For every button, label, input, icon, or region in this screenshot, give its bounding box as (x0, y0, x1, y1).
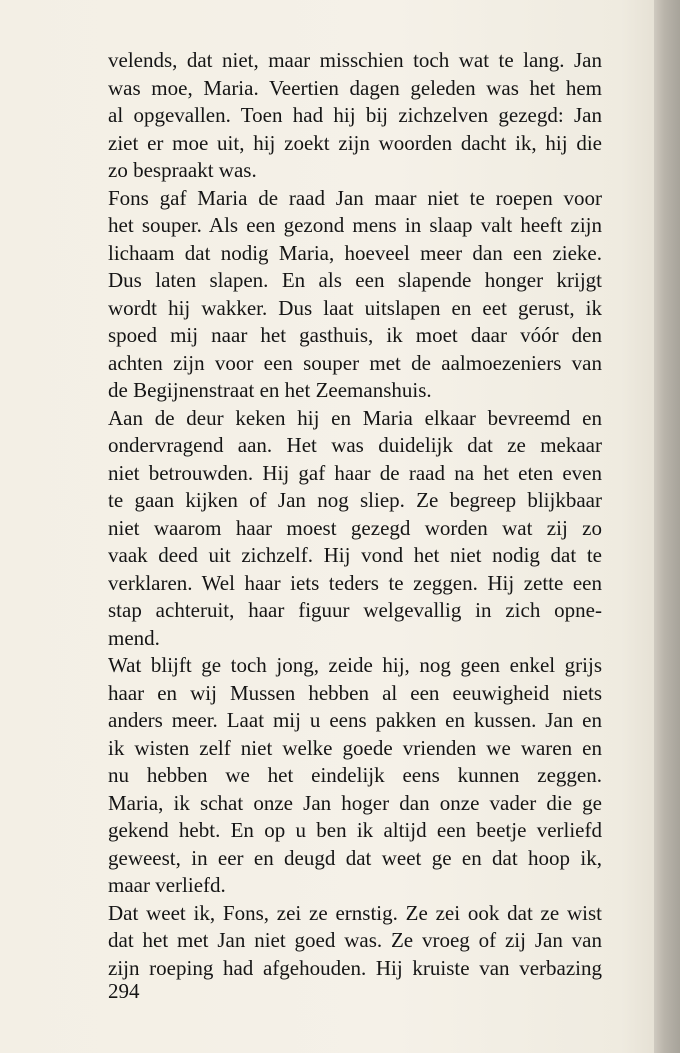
text-line: haar en wij Mussen hebben al een eeuwigheid niets (108, 680, 602, 705)
page-edge (654, 0, 680, 1053)
text-line: zo bespraakt was. (108, 158, 257, 182)
text-line: al opgevallen. Toen had hij bij zichzelven gezegd: Jan (108, 103, 602, 127)
text-line: niet waarom haar moest gezegd worden wat zij zo (108, 515, 602, 540)
text-line: was moe, Maria. Veertien dagen geleden was het hem (108, 75, 602, 100)
text-line: anders meer. Laat mij u eens pakken en kussen. Jan en (108, 708, 602, 732)
text-line: lichaam dat nodig Maria, hoeveel meer dan een zieke. (108, 240, 602, 265)
text-line: verklaren. Wel haar iets teders te zeggen. Hij zette een (108, 570, 602, 595)
text-line: ik wisten zelf niet welke goede vrienden we waren en (108, 735, 602, 760)
text-line: gekend hebt. En op u ben ik altijd een beetje verliefd (108, 818, 602, 842)
text-line: dat het met Jan niet goed was. Ze vroeg of zij Jan van (108, 928, 602, 952)
text-line: Maria, ik schat onze Jan hoger dan onze vader die ge (108, 790, 602, 815)
text-line: zijn roeping had afgehouden. Hij kruiste van verbazing (108, 955, 602, 980)
text-line: vaak deed uit zichzelf. Hij vond het niet nodig dat te (108, 543, 602, 567)
text-line: stap achteruit, haar figuur welgevallig in zich opne- (108, 598, 602, 622)
text-line: Wat blijft ge toch jong, zeide hij, nog geen enkel grijs (108, 653, 602, 677)
body-text (108, 47, 602, 982)
text-line: Aan de deur keken hij en Maria elkaar bevreemd en (108, 405, 602, 430)
text-line: ondervragend aan. Het was duidelijk dat ze mekaar (108, 433, 602, 457)
page-number: 294 (108, 979, 140, 1003)
text-line: nu hebben we het eindelijk eens kunnen zeggen. (108, 763, 602, 787)
text-line: achten zijn voor een souper met de aalmoezeniers van (108, 350, 602, 375)
text-line: velends, dat niet, maar misschien toch wat te lang. Jan (108, 48, 602, 72)
text-line: maar verliefd. (108, 873, 226, 897)
text-line: geweest, in eer en deugd dat weet ge en dat hoop ik, (108, 845, 602, 870)
text-line: het souper. Als een gezond mens in slaap valt heeft zijn (108, 213, 602, 237)
text-line: wordt hij wakker. Dus laat uitslapen en eet gerust, ik (108, 295, 602, 320)
text-line: Dus laten slapen. En als een slapende honger krijgt (108, 268, 602, 292)
text-line: niet betrouwden. Hij gaf haar de raad na het eten even (108, 460, 602, 485)
text-line: spoed mij naar het gasthuis, ik moet daar vóór den (108, 323, 602, 347)
text-line: mend. (108, 625, 160, 650)
text-line: ziet er moe uit, hij zoekt zijn woorden dacht ik, hij die (108, 130, 602, 155)
text-line: de Begijnenstraat en het Zeemanshuis. (108, 378, 432, 402)
text-line: Fons gaf Maria de raad Jan maar niet te roepen voor (108, 185, 602, 210)
text-line: Dat weet ik, Fons, zei ze ernstig. Ze zei ook dat ze wist (108, 900, 602, 925)
text-line: te gaan kijken of Jan nog sliep. Ze begreep blijkbaar (108, 488, 602, 512)
